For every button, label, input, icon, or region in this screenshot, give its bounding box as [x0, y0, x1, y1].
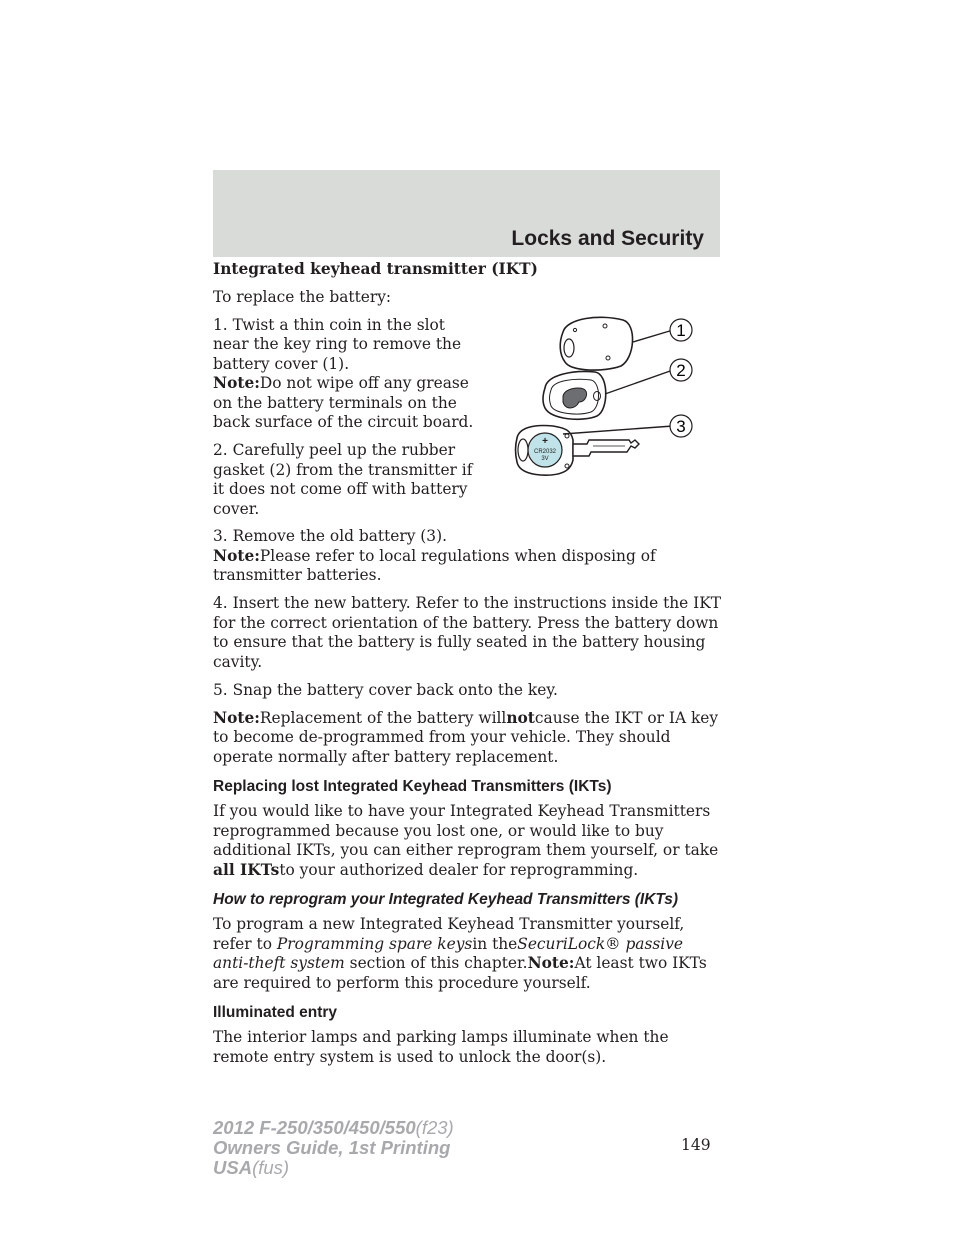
footer-line-1: [213, 1118, 454, 1138]
page-number: 149: [681, 1136, 711, 1154]
callout-line-2: [605, 370, 673, 394]
steps-column: [213, 316, 475, 520]
gasket-illustration: [543, 372, 606, 420]
replacement-note-post: cause the IKT or IA key to become de-programmed from your vehicle. They should operate normally after battery replacement.: [213, 708, 719, 766]
lost-para-bold: all IKTs: [213, 860, 280, 879]
callout-label-3: 3: [676, 417, 686, 436]
step-1: 1. Twist a thin coin in the slot near the key ring to remove the battery cover (1).: [213, 315, 462, 373]
footer-line-2: Owners Guide, 1st Printing: [213, 1137, 451, 1158]
footer: [213, 1118, 454, 1178]
callout-line-1: [633, 330, 673, 342]
replacement-note-bold: not: [506, 708, 535, 727]
note-label: Note:: [213, 546, 260, 565]
step-3: 3. Remove the old battery (3).: [213, 527, 448, 545]
lost-ikt-heading: Replacing lost Integrated Keyhead Transmitters (IKTs): [213, 778, 612, 795]
reprogram-link-spare-keys: Programming spare keys: [276, 934, 473, 953]
reprogram-paragraph: [213, 915, 723, 993]
section-title: Locks and Security: [511, 227, 704, 250]
footer-region-code: (fus): [252, 1157, 290, 1178]
step-5: 5. Snap the battery cover back onto the key.: [213, 680, 558, 699]
callout-line-3: [563, 426, 673, 434]
note-label: Note:: [213, 708, 260, 727]
battery-illustration: [528, 433, 562, 467]
footer-model: 2012 F-250/350/450/550: [213, 1117, 416, 1138]
note-label: Note:: [213, 374, 260, 392]
callout-label-1: 1: [676, 321, 686, 340]
illuminated-entry-paragraph: The interior lamps and parking lamps illuminate when the remote entry system is used to unlock the door(s).: [213, 1028, 669, 1066]
replacement-note: [213, 709, 723, 768]
step-2: 2. Carefully peel up the rubber gasket (2) from the transmitter if it does not come off with battery cover.: [213, 441, 473, 518]
ikt-battery-figure: [505, 310, 705, 485]
callout-label-2: 2: [676, 361, 686, 380]
illuminated-entry-heading: Illuminated entry: [213, 1004, 338, 1021]
battery-cover-illustration: [560, 317, 632, 370]
header-band: [213, 170, 720, 257]
note-label: Note:: [527, 954, 575, 972]
ikt-title: Integrated keyhead transmitter (IKT): [213, 260, 538, 278]
ikt-intro: To replace the battery:: [213, 287, 392, 306]
step-1-note: [213, 374, 475, 433]
note-text: Please refer to local regulations when disposing of transmitter batteries.: [213, 546, 656, 584]
reprogram-post: section of this chapter.: [349, 954, 528, 972]
step-3-note: [213, 547, 723, 586]
reprogram-heading: How to reprogram your Integrated Keyhead Transmitters (IKTs): [213, 891, 679, 908]
lost-para-pre: If you would like to have your Integrated Keyhead Transmitters reprogrammed because you lost one, or would like to buy additional IKTs, you can either reprogram them yourself, or take: [213, 802, 719, 859]
battery-voltage: 3V: [541, 456, 549, 462]
lost-para-post: to your authorized dealer for reprogramming.: [279, 860, 639, 879]
battery-plus: +: [542, 436, 548, 447]
replacement-note-pre: Replacement of the battery will: [259, 708, 507, 727]
reprogram-link-securilock: SecuriLock® passive anti-theft system: [213, 934, 684, 972]
reprogram-mid: in the: [472, 934, 518, 953]
note-text: Do not wipe off any grease on the battery terminals on the back surface of the circuit board.: [213, 374, 474, 431]
footer-region: USA: [213, 1157, 253, 1178]
reprogram-note: At least two IKTs are required to perform this procedure yourself.: [213, 954, 707, 992]
step-4: 4. Insert the new battery. Refer to the instructions inside the IKT for the correct orientation of the battery. Press the battery down to ensure that the battery is fully seated in the battery housing cavity.: [213, 594, 722, 671]
reprogram-pre: To program a new Integrated Keyhead Transmitter yourself, refer to: [213, 915, 685, 953]
footer-line-3: [213, 1158, 454, 1178]
lost-ikt-paragraph: [213, 802, 723, 880]
battery-model: CR2032: [533, 449, 557, 455]
footer-model-code: (f23): [415, 1117, 454, 1138]
